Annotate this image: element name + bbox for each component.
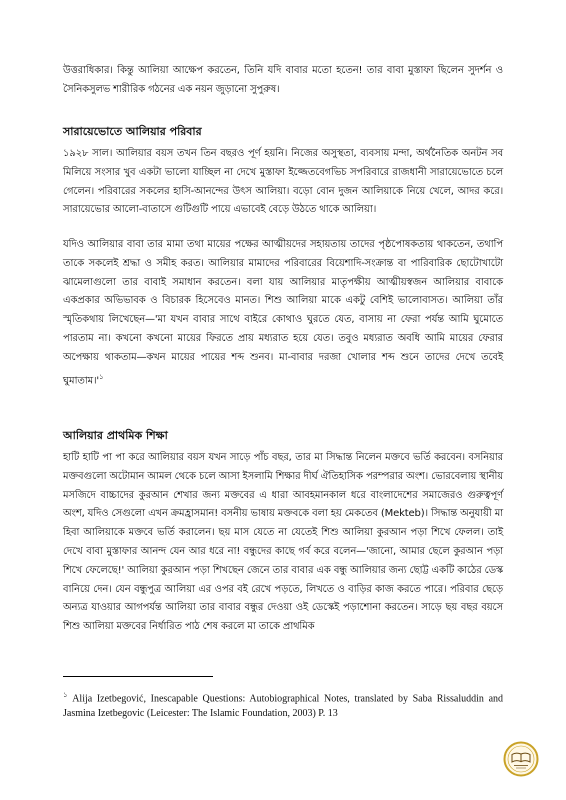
family-paragraph-block [63, 145, 503, 220]
book-emblem-icon [503, 741, 539, 777]
paragraph-education: হাটি হাটি পা পা করে আলিয়ার বয়স যখন সাড়ে পাঁচ বছর, তার মা সিদ্ধান্ত নিলেন মক্তবে ভর্তি করবেন। বসনিয়ার মক্তবগুলো অটোমান আমল থেকে চলে আসা ইসলামি শিক্ষার দীর্ঘ ঐতিহাসিক পরম্পরার অংশ। ভোরবেলায় স্থানীয় মসজিদে বাচ্চাদের কুরআন শেখার জন্য মক্তবের এ ধারা আবহমানকাল ধরে বাংলাদেশের সমাজেরও গুরুত্বপূর্ণ অংশ, যদিও সেগুলো এখন ক্রমহ্রাসমান! বসনীয় ভাষায় মক্তবকে বলা হয় মেকতেব (Mekteb)। সিদ্ধান্ত অনুযায়ী মা হিবা আলিয়াকে মক্তবে ভর্তি করালেন। ছয় মাস যেতে না যেতেই শিশু আলিয়া কুরআন পড়া শিখে ফেলল। তাই দেখে বাবা মুস্তাফার আনন্দ যেন আর ধরে না! বন্ধুদের কাছে গর্ব করে বলেন—'জানো, আমার ছেলে কুরআন পড়া শিখে ফেলেছে!' আলিয়া কুরআন পড়া শিখছেন জেনে তার বাবার এক বন্ধু আলিয়ার জন্য ছোট্ট একটি কাঠের ডেস্ক বানিয়ে দেন। যেন বন্ধুপুত্র আলিয়া এর ওপর বই রেখে পড়তে, লিখতে ও বাড়ির কাজ করতে পারে। পরিবার ছেড়ে অন্যত্র যাওয়ার আগপর্যন্ত আলিয়া তার বাবার বন্ধুর দেওয়া ওই ডেস্কেই পড়াশোনা করতেন। সাড়ে ছয় বছর বয়সে শিশু আলিয়া মক্তবের নির্ধারিত পাঠ শেষ করলে মা তাকে প্রাথমিক [63, 452, 503, 633]
memoir-paragraph-block [63, 236, 503, 391]
paragraph-memoir-text: যদিও আলিয়ার বাবা তার মামা তথা মায়ের পক্ষের আত্মীয়দের সহায়তায় তাদের পৃষ্ঠপোষকতায় থাকতেন, তথাপি তাকে সকলেই শ্রদ্ধা ও সমীহ করত। আলিয়ার মামাদের পরিবারের বিয়েশাদি-সংক্রান্ত বা পারিবারিক ছোটোখাটো ঝামেলাগুলো তার বাবাই সমাধান করতেন। বলা যায় আলিয়ার মাতৃপক্ষীয় আত্মীয়স্বজন আলিয়ার বাবাকে একপ্রকার অভিভাবক ও বিচারক হিসেবেও মানত। শিশু আলিয়া মাকে একটু বেশিই ভালোবাসত। আলিয়া তাঁর স্মৃতিকথায় লিখেছেন—'মা যখন বাবার সাথে বাইরে কোথাও ঘুরতে যেত, বাসায় না ফেরা পর্যন্ত আমি ঘুমোতে পারতাম না। কখনো কখনো মায়ের ফিরতে প্রায় মধ্যরাত হয়ে যেত। তবুও মধ্যরাত অবধি আমি মায়ের ফেরার অপেক্ষায় থাকতাম—কখন মায়ের পায়ের শব্দ শুনব। মা-বাবার দরজা খোলার শব্দ শুনে তাদের দেখে তবেই ঘুমাতাম।' [63, 239, 503, 386]
education-paragraph-block [63, 449, 503, 637]
footnote-text: Alija Izetbegović, Inescapable Questions: Autobiographical Notes, translated by Saba Rissaluddin and Jasmina Izetbegovic (Leicester: The Islamic Foundation, 2003) P. 13 [63, 693, 504, 719]
section-heading-education: আলিয়ার প্রাথমিক শিক্ষা [63, 429, 168, 442]
intro-paragraph-block [63, 62, 503, 100]
footnote-mark: ১ [63, 691, 68, 699]
paragraph-memoir [63, 236, 503, 391]
footnote-separator [63, 676, 213, 677]
section-heading-family: সারায়েভোতে আলিয়ার পরিবার [63, 125, 202, 138]
footnote-reference[interactable]: ১ [99, 372, 104, 381]
paragraph-family-move: ১৯২৮ সাল। আলিয়ার বয়স তখন তিন বছরও পূর্ণ হয়নি। নিজের অসুস্থতা, ব্যবসায় মন্দা, অর্থনৈতিক অনটন সব মিলিয়ে সংসার খুব একটা ভালো যাচ্ছিল না দেখে মুস্তাফা ইজ্জেতবেগভিচ সপরিবারে রাজধানী সারায়েভোতে চলে গেলেন। পরিবারের সকলের হাসি-আনন্দের উৎস আলিয়া। বড়ো বোন দুজন আলিয়াকে নিয়ে খেলে, আদর করে। সারায়েভোর আলো-বাতাসে গুটিগুটি পায়ে এভাবেই বেড়ে উঠতে থাকে আলিয়া। [63, 148, 503, 216]
paragraph-intro: উত্তরাধিকার। কিন্তু আলিয়া আক্ষেপ করতেন, তিনি যদি বাবার মতো হতেন! তার বাবা মুস্তাফা ছিলেন সুদর্শন ও সৈনিকসুলভ শারীরিক গঠনের এক নয়ন জুড়ানো সুপুরুষ। [63, 65, 503, 95]
footnote [63, 688, 503, 721]
